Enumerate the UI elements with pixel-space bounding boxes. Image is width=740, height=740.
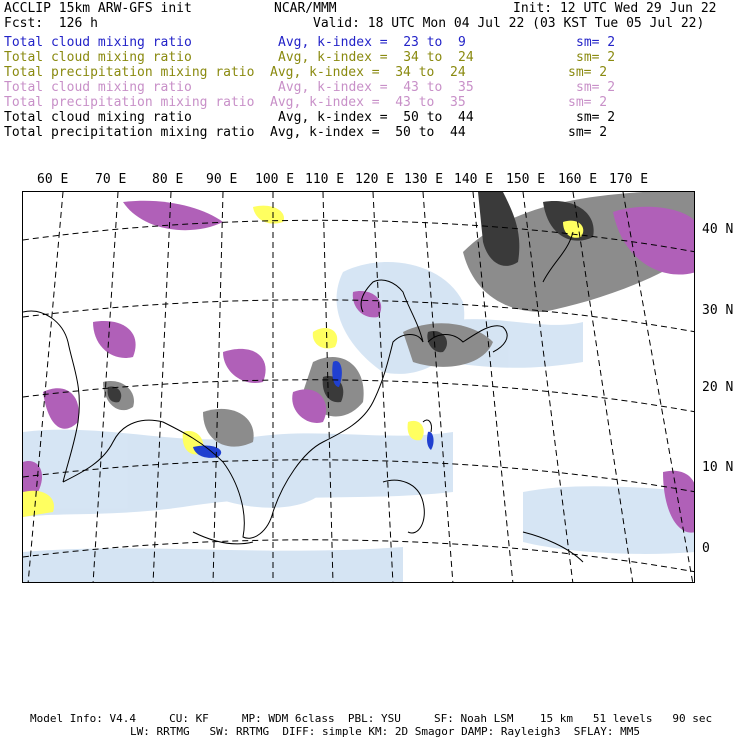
field-name: Total precipitation mixing ratio (4, 65, 255, 80)
lon-label: 150 E (506, 172, 546, 187)
lat-label: 20 N (702, 380, 734, 395)
lon-label: 80 E (152, 172, 184, 187)
field-sm: sm= 2 (576, 80, 616, 95)
map-panel (22, 191, 695, 583)
lon-label: 60 E (37, 172, 69, 187)
lat-label: 30 N (702, 303, 734, 318)
field-name: Total cloud mixing ratio (4, 80, 192, 95)
lon-label: 100 E (255, 172, 295, 187)
lon-label: 70 E (95, 172, 127, 187)
field-sm: sm= 2 (568, 65, 608, 80)
lon-label: 140 E (454, 172, 494, 187)
field-name: Total cloud mixing ratio (4, 50, 192, 65)
field-stat: Avg, k-index = 23 to 9 (278, 35, 466, 50)
field-stat: Avg, k-index = 34 to 24 (270, 65, 466, 80)
lon-label: 110 E (305, 172, 345, 187)
field-stat: Avg, k-index = 43 to 35 (278, 80, 474, 95)
field-stat: Avg, k-index = 50 to 44 (278, 110, 474, 125)
field-sm: sm= 2 (568, 125, 608, 140)
field-stat: Avg, k-index = 50 to 44 (270, 125, 466, 140)
field-name: Total cloud mixing ratio (4, 110, 192, 125)
lat-label: 10 N (702, 460, 734, 475)
valid-time: Valid: 18 UTC Mon 04 Jul 22 (03 KST Tue 05 Jul 22) (313, 16, 705, 31)
lat-label: 0 (702, 541, 710, 556)
model-info: Model Info: V4.4 CU: KF MP: WDM 6class PBL: YSU SF: Noah LSM 15 km 51 levels 90 sec (30, 712, 713, 725)
field-sm: sm= 2 (568, 95, 608, 110)
field-sm: sm= 2 (576, 110, 616, 125)
lon-label: 170 E (609, 172, 649, 187)
lon-label: 120 E (355, 172, 395, 187)
field-name: Total precipitation mixing ratio (4, 95, 255, 110)
model-title: ACCLIP 15km ARW-GFS init (4, 1, 192, 16)
field-sm: sm= 2 (576, 50, 616, 65)
field-name: Total cloud mixing ratio (4, 35, 192, 50)
lon-label: 160 E (558, 172, 598, 187)
field-stat: Avg, k-index = 43 to 35 (270, 95, 466, 110)
field-name: Total precipitation mixing ratio (4, 125, 255, 140)
forecast-hour: Fcst: 126 h (4, 16, 98, 31)
institution: NCAR/MMM (274, 1, 337, 16)
field-sm: sm= 2 (576, 35, 616, 50)
map-canvas (23, 192, 695, 583)
lon-label: 130 E (404, 172, 444, 187)
field-stat: Avg, k-index = 34 to 24 (278, 50, 474, 65)
init-time: Init: 12 UTC Wed 29 Jun 22 (513, 1, 717, 16)
lat-label: 40 N (702, 222, 734, 237)
model-physics: LW: RRTMG SW: RRTMG DIFF: simple KM: 2D Smagor DAMP: Rayleigh3 SFLAY: MM5 (130, 725, 640, 738)
lon-label: 90 E (206, 172, 238, 187)
